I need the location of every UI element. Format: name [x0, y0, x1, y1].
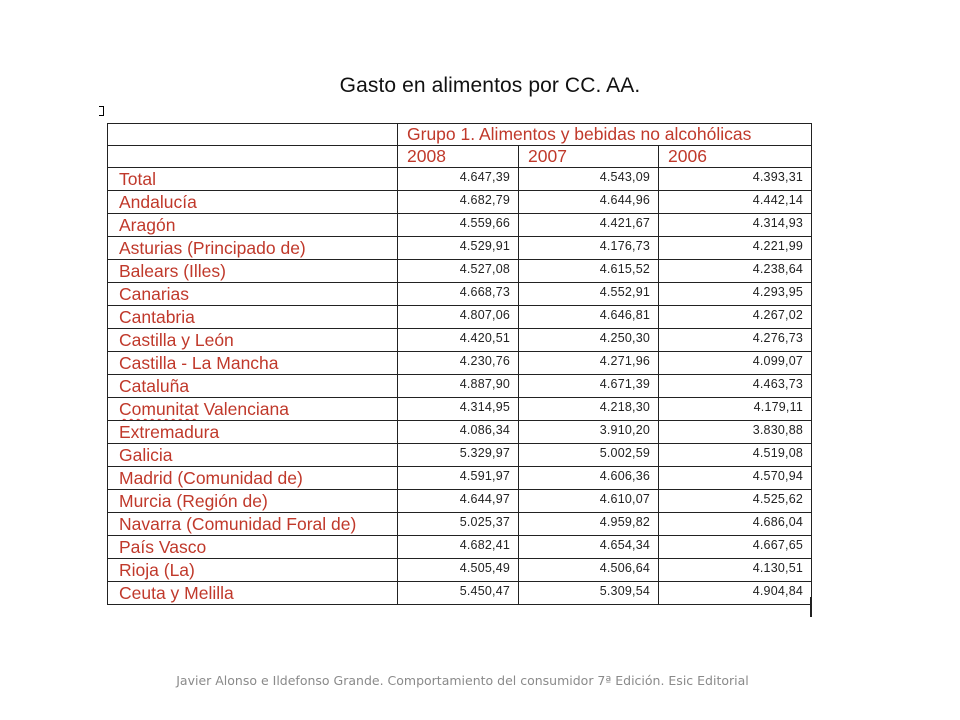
- region-name-cell: [108, 283, 398, 306]
- table-row: [108, 214, 812, 237]
- region-name: Cantabria: [119, 307, 195, 327]
- region-name: País Vasco: [119, 537, 207, 557]
- group-header: Grupo 1. Alimentos y bebidas no alcohólicas: [398, 124, 812, 146]
- table-row: [108, 582, 812, 605]
- value-cell: 4.525,62: [659, 490, 812, 513]
- spellcheck-word: Comunitat: [119, 399, 199, 419]
- value-cell: 4.130,51: [659, 559, 812, 582]
- table-border-stub: [810, 597, 812, 617]
- table-row: [108, 329, 812, 352]
- value-cell: 4.221,99: [659, 237, 812, 260]
- region-name: Comunitat Valenciana: [119, 399, 289, 419]
- region-name: Galicia: [119, 445, 173, 465]
- expenditure-table: [107, 123, 812, 605]
- region-name-cell: [108, 513, 398, 536]
- year-header: 2008: [398, 146, 519, 168]
- region-name: Balears (Illes): [119, 261, 226, 281]
- value-cell: 5.450,47: [398, 582, 519, 605]
- value-cell: 4.314,95: [398, 398, 519, 421]
- table-row: [108, 237, 812, 260]
- region-name: Murcia (Región de): [119, 491, 268, 511]
- table-row: [108, 421, 812, 444]
- value-cell: 4.682,41: [398, 536, 519, 559]
- table-row: [108, 375, 812, 398]
- region-name-cell: [108, 444, 398, 467]
- value-cell: 4.959,82: [519, 513, 659, 536]
- region-name-cell: [108, 421, 398, 444]
- value-cell: 3.910,20: [519, 421, 659, 444]
- value-cell: 4.682,79: [398, 191, 519, 214]
- region-name-cell: [108, 329, 398, 352]
- region-name-cell: [108, 536, 398, 559]
- value-cell: 4.176,73: [519, 237, 659, 260]
- value-cell: 4.230,76: [398, 352, 519, 375]
- value-cell: 4.644,97: [398, 490, 519, 513]
- value-cell: 4.591,97: [398, 467, 519, 490]
- region-name-cell: [108, 306, 398, 329]
- year-header: 2007: [519, 146, 659, 168]
- slide-title: Gasto en alimentos por CC. AA.: [339, 74, 641, 97]
- region-name: Total: [119, 169, 156, 189]
- table-row: [108, 168, 812, 191]
- region-name: Extremadura: [119, 422, 220, 442]
- value-cell: 4.686,04: [659, 513, 812, 536]
- year-header: 2006: [659, 146, 812, 168]
- empty-corner-cell: [108, 124, 398, 146]
- value-cell: 4.086,34: [398, 421, 519, 444]
- region-name: Aragón: [119, 215, 176, 235]
- value-cell: 4.179,11: [659, 398, 812, 421]
- value-cell: 4.606,36: [519, 467, 659, 490]
- region-name: Rioja (La): [119, 560, 195, 580]
- value-cell: 4.314,93: [659, 214, 812, 237]
- value-cell: 4.250,30: [519, 329, 659, 352]
- region-name: Ceuta y Melilla: [119, 583, 234, 603]
- table-row: [108, 559, 812, 582]
- value-cell: 4.267,02: [659, 306, 812, 329]
- table-row: [108, 536, 812, 559]
- value-cell: 4.393,31: [659, 168, 812, 191]
- region-name: Cataluña: [119, 376, 190, 396]
- value-cell: 4.887,90: [398, 375, 519, 398]
- value-cell: 4.615,52: [519, 260, 659, 283]
- region-name: Andalucía: [119, 192, 197, 212]
- region-name-cell: [108, 559, 398, 582]
- table-row: [108, 444, 812, 467]
- value-cell: 5.025,37: [398, 513, 519, 536]
- value-cell: 4.647,39: [398, 168, 519, 191]
- region-name-cell: [108, 237, 398, 260]
- group-header-row: [108, 124, 812, 146]
- region-name-cell: [108, 490, 398, 513]
- value-cell: 4.644,96: [519, 191, 659, 214]
- table-row: [108, 490, 812, 513]
- value-cell: 4.519,08: [659, 444, 812, 467]
- value-cell: 4.421,67: [519, 214, 659, 237]
- table-row: [108, 283, 812, 306]
- region-name: Castilla - La Mancha: [119, 353, 279, 373]
- value-cell: 4.667,65: [659, 536, 812, 559]
- value-cell: 5.329,97: [398, 444, 519, 467]
- value-cell: 4.238,64: [659, 260, 812, 283]
- value-cell: 4.807,06: [398, 306, 519, 329]
- corner-mark: [99, 106, 104, 116]
- value-cell: 4.442,14: [659, 191, 812, 214]
- value-cell: 4.552,91: [519, 283, 659, 306]
- value-cell: 4.218,30: [519, 398, 659, 421]
- value-cell: 5.309,54: [519, 582, 659, 605]
- source-citation: Javier Alonso e Ildefonso Grande. Comportamiento del consumidor 7ª Edición. Esic Editorial: [176, 673, 749, 688]
- value-cell: 4.529,91: [398, 237, 519, 260]
- region-name-cell: [108, 352, 398, 375]
- value-cell: 3.830,88: [659, 421, 812, 444]
- region-name-cell: [108, 467, 398, 490]
- table-row: [108, 467, 812, 490]
- value-cell: 4.559,66: [398, 214, 519, 237]
- region-name: Navarra (Comunidad Foral de): [119, 514, 357, 534]
- table-row: [108, 306, 812, 329]
- table-row: [108, 352, 812, 375]
- region-name-cell: [108, 214, 398, 237]
- value-cell: 4.276,73: [659, 329, 812, 352]
- region-name-cell: [108, 398, 398, 421]
- table-row: [108, 398, 812, 421]
- value-cell: 4.420,51: [398, 329, 519, 352]
- table-row: [108, 513, 812, 536]
- value-cell: 4.671,39: [519, 375, 659, 398]
- expenditure-table-container: [107, 123, 812, 605]
- table-row: [108, 191, 812, 214]
- region-name-cell: [108, 375, 398, 398]
- value-cell: 4.099,07: [659, 352, 812, 375]
- value-cell: 4.668,73: [398, 283, 519, 306]
- value-cell: 4.506,64: [519, 559, 659, 582]
- value-cell: 4.463,73: [659, 375, 812, 398]
- region-name: Canarias: [119, 284, 190, 304]
- value-cell: 4.293,95: [659, 283, 812, 306]
- value-cell: 4.543,09: [519, 168, 659, 191]
- value-cell: 4.570,94: [659, 467, 812, 490]
- value-cell: 4.646,81: [519, 306, 659, 329]
- region-name: Madrid (Comunidad de): [119, 468, 303, 488]
- region-name-cell: [108, 191, 398, 214]
- region-name: Asturias (Principado de): [119, 238, 306, 258]
- value-cell: 5.002,59: [519, 444, 659, 467]
- value-cell: 4.271,96: [519, 352, 659, 375]
- value-cell: 4.505,49: [398, 559, 519, 582]
- value-cell: 4.904,84: [659, 582, 812, 605]
- value-cell: 4.527,08: [398, 260, 519, 283]
- empty-corner-cell: [108, 146, 398, 168]
- region-name-cell: [108, 168, 398, 191]
- value-cell: 4.654,34: [519, 536, 659, 559]
- year-header-row: [108, 146, 812, 168]
- value-cell: 4.610,07: [519, 490, 659, 513]
- region-name-cell: [108, 260, 398, 283]
- table-row: [108, 260, 812, 283]
- region-name: Castilla y León: [119, 330, 234, 350]
- region-name-cell: [108, 582, 398, 605]
